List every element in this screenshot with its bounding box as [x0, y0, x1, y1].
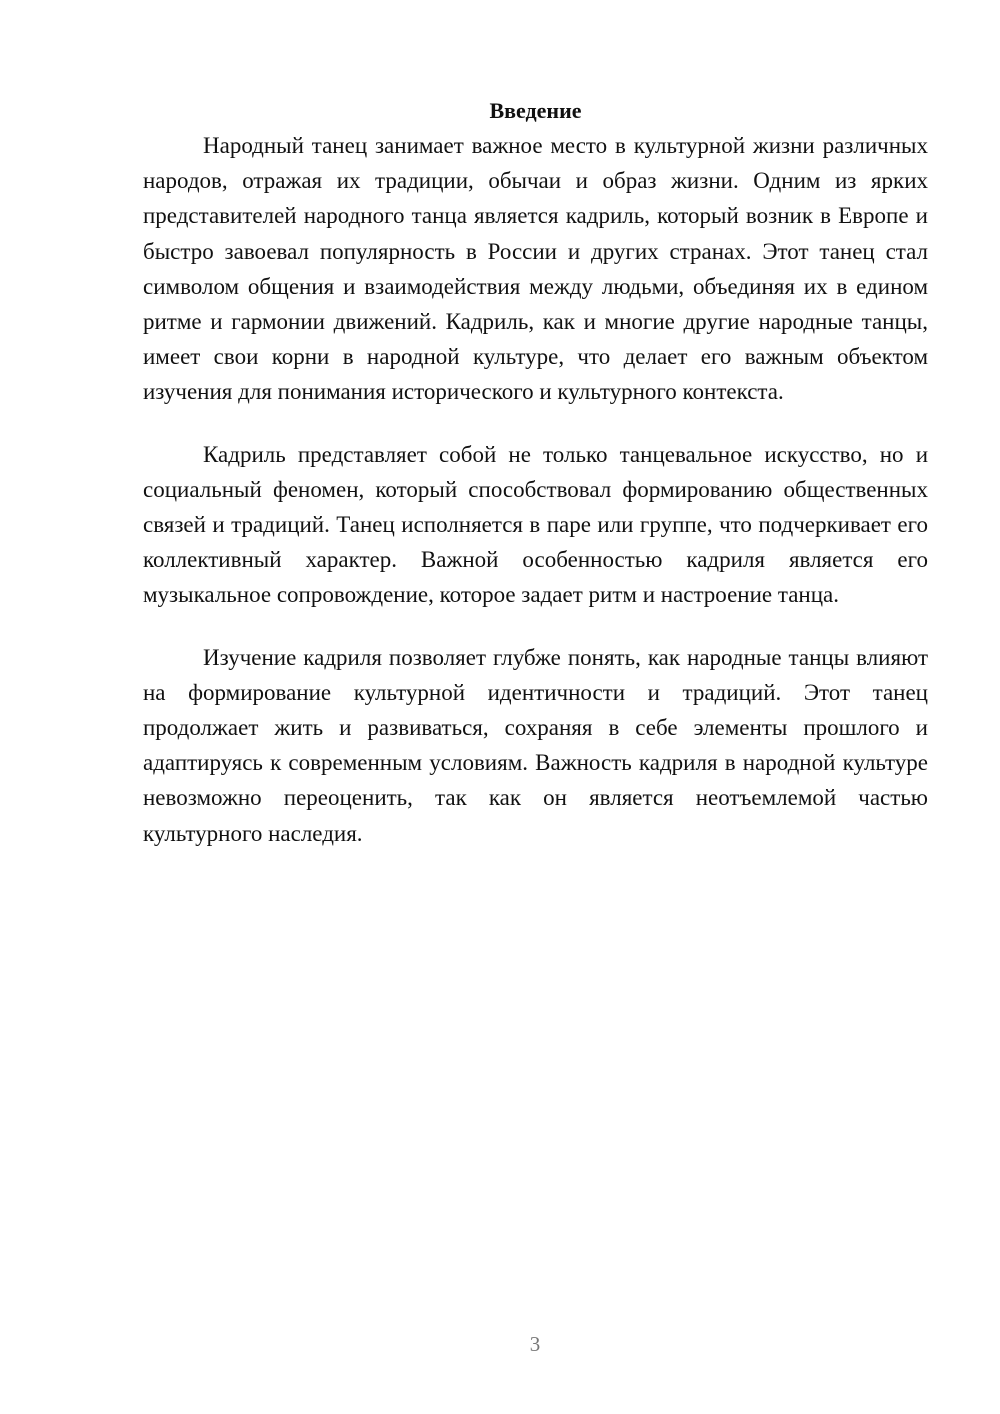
paragraph-2: Кадриль представляет собой не только танцевальное искусство, но и социальный феномен, который способствовал формированию общественных связей и традиций. Танец исполняется в паре или группе, что подчеркивает его коллективный характер. Важной особенностью кадриля является его музыкальное сопровождение, которое задает ритм и настроение танца.: [143, 441, 928, 608]
section-heading: Введение: [489, 98, 582, 123]
paragraph-1: Народный танец занимает важное место в культурной жизни различных народов, отражая их традиции, обычаи и образ жизни. Одним из ярких представителей народного танца является кадриль, который возник в Европе и быстро завоевал популярность в России и других странах. Этот танец стал символом общения и взаимодействия между людьми, объединяя их в едином ритме и гармонии движений. Кадриль, как и многие другие народные танцы, имеет свои корни в народной культуре, что делает его важным объектом изучения для понимания исторического и культурного контекста.: [143, 133, 928, 405]
page-number: 3: [529, 1332, 541, 1356]
paragraph-3: Изучение кадриля позволяет глубже понять, как народные танцы влияют на формирование культурной идентичности и традиций. Этот танец продолжает жить и развиваться, сохраняя в себе элементы прошлого и адаптируясь к современным условиям. Важность кадриля в народной культуре невозможно переоценить, так как он является неотъемлемой частью культурного наследия.: [143, 644, 928, 846]
page-content: [143, 94, 928, 851]
